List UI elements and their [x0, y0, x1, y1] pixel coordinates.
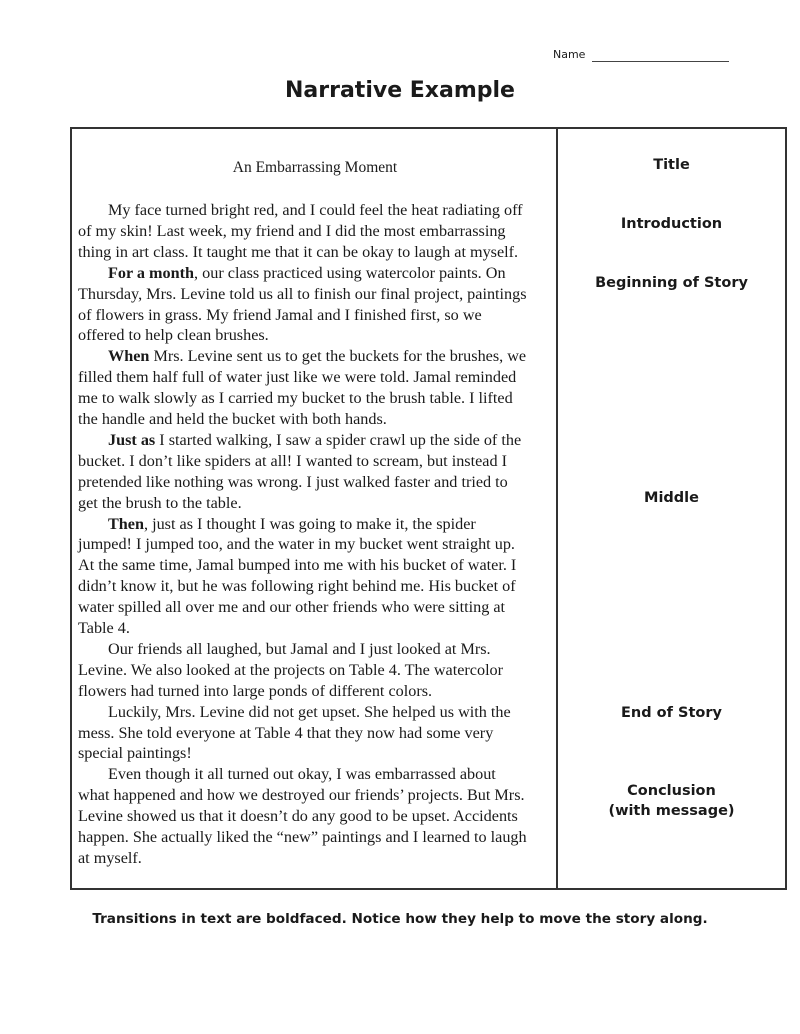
story-line — [78, 242, 518, 262]
transition-word: Then — [108, 514, 144, 533]
label-introduction: Introduction — [620, 216, 723, 232]
story-line — [78, 284, 527, 304]
label-conclusion: Conclusion — [627, 783, 716, 799]
story-line — [78, 660, 503, 680]
label-middle: Middle — [644, 490, 699, 506]
story-line — [108, 764, 496, 784]
story-text: Our friends all laughed, but Jamal and I just looked at Mrs. — [108, 639, 491, 658]
story-text: happen. She actually liked the “new” paintings and I learned to laugh — [78, 828, 527, 846]
story-line — [108, 263, 506, 283]
story-title: An Embarrassing Moment — [232, 159, 398, 176]
label-beginning: Beginning of Story — [595, 275, 748, 291]
story-text: didn’t know it, but he was following right behind me. His bucket of — [78, 577, 516, 596]
page-title: Narrative Example — [285, 78, 515, 103]
story-line — [78, 618, 130, 638]
story-text: thing in art class. It taught me that it can be okay to laugh at myself. — [78, 242, 519, 261]
story-text: pretended like nothing was wrong. I just walked faster and tried to — [78, 472, 508, 491]
label-conclusion-sub: (with message) — [608, 803, 735, 819]
story-line — [78, 493, 242, 513]
story-line — [108, 514, 476, 534]
story-text: Table 4. — [78, 619, 130, 637]
story-text: me to walk slowly as I carried my bucket to the brush table. I lifted — [78, 389, 513, 408]
story-text: , our class practiced using watercolor paints. On — [194, 263, 506, 282]
story-line — [78, 785, 525, 805]
story-line — [78, 723, 493, 743]
story-line — [78, 534, 515, 554]
story-text: My face turned bright red, and I could feel the heat radiating off — [108, 201, 523, 219]
label-end: End of Story — [621, 705, 722, 721]
story-text: what happened and how we destroyed our friends’ projects. But Mrs. — [78, 786, 525, 805]
transition-word: For a month — [108, 263, 195, 282]
story-line — [108, 639, 491, 659]
label-title: Title — [653, 157, 690, 173]
story-text: special paintings! — [78, 744, 192, 763]
story-text: jumped! I jumped too, and the water in my bucket went straight up. — [78, 535, 515, 554]
story-line — [108, 702, 511, 722]
story-text: At the same time, Jamal bumped into me with his bucket of water. I — [78, 556, 517, 575]
story-line — [78, 681, 432, 701]
story-line — [78, 305, 482, 325]
story-text: mess. She told everyone at Table 4 that they now had some very — [78, 723, 494, 742]
story-line — [108, 200, 523, 220]
story-text: of my skin! Last week, my friend and I did the most embarrassing — [78, 221, 506, 240]
story-text: get the brush to the table. — [78, 493, 242, 512]
story-text: the handle and held the bucket with both hands. — [78, 410, 387, 428]
name-label: Name — [553, 48, 586, 61]
story-line — [78, 367, 516, 387]
story-line — [78, 576, 516, 596]
story-text: filled them half full of water just like we were told. Jamal reminded — [78, 368, 517, 387]
story-text: Even though it all turned out okay, I was embarrassed about — [108, 765, 496, 784]
story-text: water spilled all over me and our other friends who were sitting at — [78, 598, 506, 617]
story-text: bucket. I don’t like spiders at all! I wanted to scream, but instead I — [78, 451, 507, 470]
story-text: Mrs. Levine sent us to get the buckets for the brushes, we — [149, 347, 527, 366]
story-line — [78, 451, 507, 471]
story-text: Thursday, Mrs. Levine told us all to finish our final project, paintings — [78, 284, 527, 303]
story-text: Levine. We also looked at the projects on Table 4. The watercolor — [78, 660, 504, 679]
name-field-line[interactable] — [592, 61, 729, 62]
story-text: , just as I thought I was going to make it, the spider — [144, 514, 476, 533]
story-line — [78, 827, 527, 847]
story-line — [78, 848, 142, 868]
story-line — [78, 472, 508, 492]
story-text: Luckily, Mrs. Levine did not get upset. She helped us with the — [108, 702, 511, 721]
story-line — [108, 430, 521, 450]
transition-word: Just as — [108, 430, 156, 449]
story-text: I started walking, I saw a spider crawl up the side of the — [155, 430, 522, 449]
footer-note: Transitions in text are boldfaced. Notice how they help to move the story along. — [92, 911, 708, 927]
story-text: Levine showed us that it doesn’t do any good to be upset. Accidents — [78, 807, 518, 826]
story-text: flowers had turned into large ponds of different colors. — [78, 681, 433, 700]
transition-word: When — [108, 347, 150, 366]
story-line — [78, 388, 513, 408]
story-line — [78, 221, 506, 241]
story-text: at myself. — [78, 848, 142, 867]
story-line — [78, 409, 387, 429]
story-text: offered to help clean brushes. — [78, 326, 269, 345]
story-line — [78, 555, 516, 575]
story-text: of flowers in grass. My friend Jamal and I finished first, so we — [78, 305, 482, 324]
story-line — [108, 346, 526, 366]
story-line — [78, 325, 269, 345]
story-line — [78, 597, 505, 617]
story-line — [78, 743, 192, 763]
story-line — [78, 806, 518, 826]
